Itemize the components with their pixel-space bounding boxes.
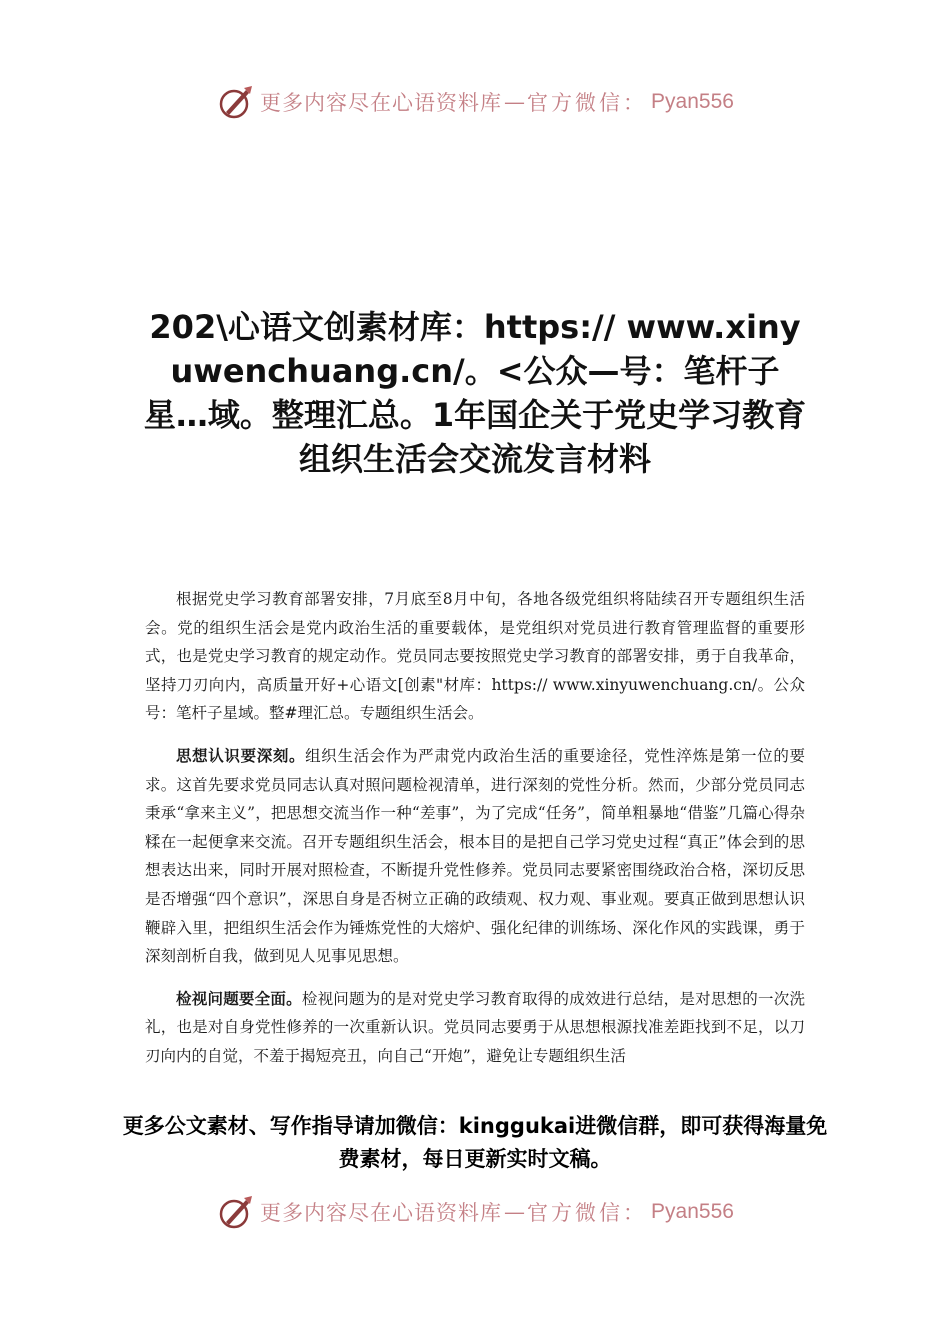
quill-logo-icon	[216, 1192, 256, 1232]
watermark-banner-bottom	[0, 1190, 950, 1234]
quill-logo-icon	[216, 82, 256, 122]
banner-text: 更多内容尽在心语资料库	[260, 91, 503, 115]
promo-note: 更多公文素材、写作指导请加微信：kinggukai进微信群，即可获得海量免费素材，每日更新实时文稿。	[122, 1114, 828, 1171]
banner-wechat-label: 官方微信：	[527, 91, 648, 115]
paragraph-3-text: 检视问题为的是对党史学习教育取得的成效进行总结，是对思想的一次洗礼，也是对自身党性修养的一次重新认识。党员同志要勇于从思想根源找准差距找到不足，以刀刃向内的自觉，不羞于揭短亮丑，向自己“开炮”，避免让专题组织生活	[145, 989, 805, 1065]
paragraph-3	[145, 985, 805, 1071]
banner-text: 更多内容尽在心语资料库	[260, 1201, 503, 1225]
banner-wechat-id: Pyan556	[651, 90, 734, 113]
banner-dash: —	[504, 90, 526, 114]
paragraph-2-heading: 思想认识要深刻。	[176, 745, 306, 765]
banner-dash: —	[504, 1200, 526, 1224]
banner-wechat-id: Pyan556	[651, 1200, 734, 1223]
document-title: 202\心语文创素材库：https:// www.xinyuwenchuang.cn/。<公众—号：笔杆子星…域。整理汇总。1年国企关于党史学习教育组织生活会交流发言材料	[143, 308, 807, 478]
document-body	[145, 585, 805, 1085]
paragraph-2	[145, 742, 805, 971]
banner-wechat-label: 官方微信：	[527, 1201, 648, 1225]
paragraph-1: 根据党史学习教育部署安排，7月底至8月中旬，各地各级党组织将陆续召开专题组织生活会。党的组织生活会是党内政治生活的重要载体，是党组织对党员进行教育管理监督的重要形式，也是党史学习教育的规定动作。党员同志要按照党史学习教育的部署安排，勇于自我革命，坚持刀刃向内，高质量开好+心语文[创素"材库：https:// www.xinyuwenchuang.cn/。公众号：笔杆子星域。整#理汇总。专题组织生活会。	[145, 590, 805, 723]
paragraph-2-text: 组织生活会作为严肃党内政治生活的重要途径，党性淬炼是第一位的要求。这首先要求党员同志认真对照问题检视清单，进行深刻的党性分析。然而，少部分党员同志秉承“拿来主义”，把思想交流当作一种“差事”，为了完成“任务”，简单粗暴地“借鉴”几篇心得杂糅在一起便拿来交流。召开专题组织生活会，根本目的是把自己学习党史过程“真正”体会到的思想表达出来，同时开展对照检查，不断提升党性修养。党员同志要紧密围绕政治合格，深切反思是否增强“四个意识”，深思自身是否树立正确的政绩观、权力观、事业观。要真正做到思想认识鞭辟入里，把组织生活会作为锤炼党性的大熔炉、强化纪律的训练场、深化作风的实践课，勇于深刻剖析自我，做到见人见事见思想。	[145, 746, 805, 966]
watermark-banner-top	[0, 80, 950, 124]
paragraph-3-heading: 检视问题要全面。	[176, 988, 302, 1008]
